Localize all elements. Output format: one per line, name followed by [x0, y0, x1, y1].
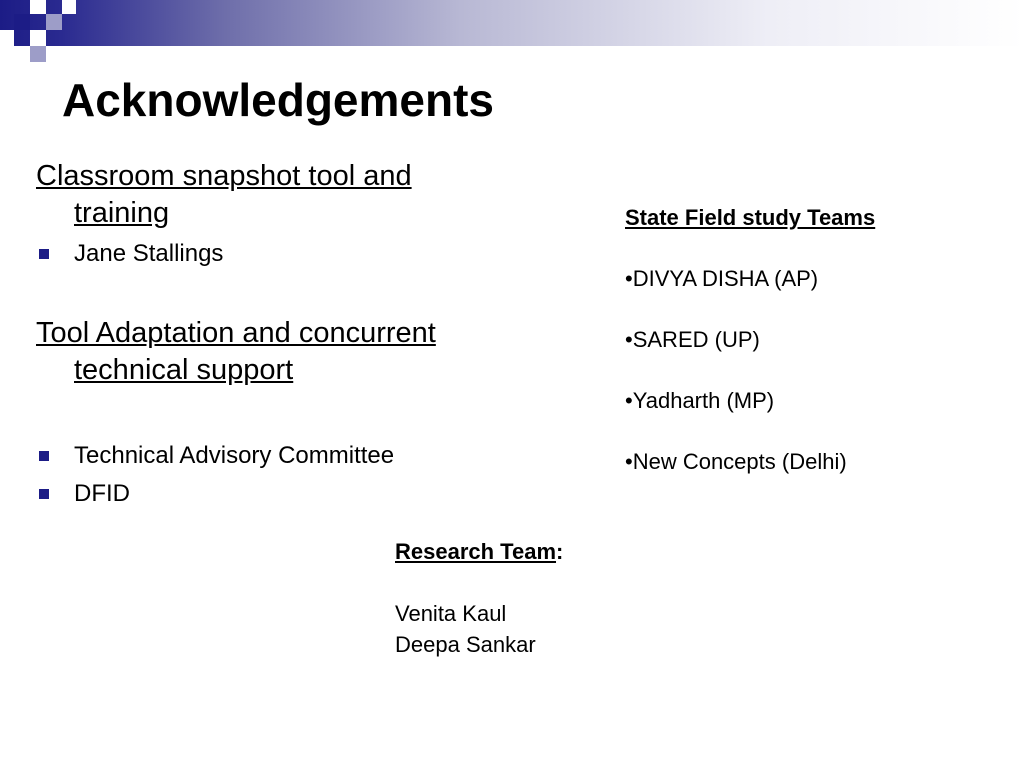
list-item-text: DFID: [74, 480, 130, 507]
section-heading-line: Classroom snapshot tool and: [36, 160, 412, 192]
section-heading-line: technical support: [74, 354, 294, 386]
state-field-teams-heading: State Field study Teams: [625, 205, 876, 230]
header-gradient-band: [0, 0, 1024, 46]
list-item: [36, 479, 130, 509]
team-item: •DIVYA DISHA (AP): [625, 266, 819, 291]
research-team-colon: :: [556, 539, 564, 564]
research-team: [395, 536, 563, 660]
research-team-member: Venita Kaul: [395, 601, 507, 626]
team-item: •SARED (UP): [625, 327, 760, 352]
state-field-teams: [625, 203, 875, 477]
team-item: •New Concepts (Delhi): [625, 449, 847, 474]
section-heading-snapshot-tool[interactable]: [36, 158, 556, 232]
section-heading-line: training: [74, 197, 170, 229]
section-heading-line: Tool Adaptation and concurrent: [36, 317, 436, 349]
list-item: [36, 441, 394, 471]
research-team-label: [395, 536, 563, 567]
list-item-text: Technical Advisory Committee: [74, 442, 395, 469]
list-item: [36, 239, 223, 269]
square-bullet-icon: [39, 489, 49, 499]
research-team-member: Deepa Sankar: [395, 632, 536, 657]
square-bullet-icon: [39, 451, 49, 461]
square-bullet-icon: [39, 249, 49, 259]
team-item: •Yadharth (MP): [625, 388, 775, 413]
page-title: Acknowledgements: [62, 74, 494, 126]
research-team-label-text: Research Team: [395, 539, 557, 564]
section-heading-tool-adaptation[interactable]: [36, 315, 556, 389]
list-item-text: Jane Stallings: [74, 240, 224, 267]
